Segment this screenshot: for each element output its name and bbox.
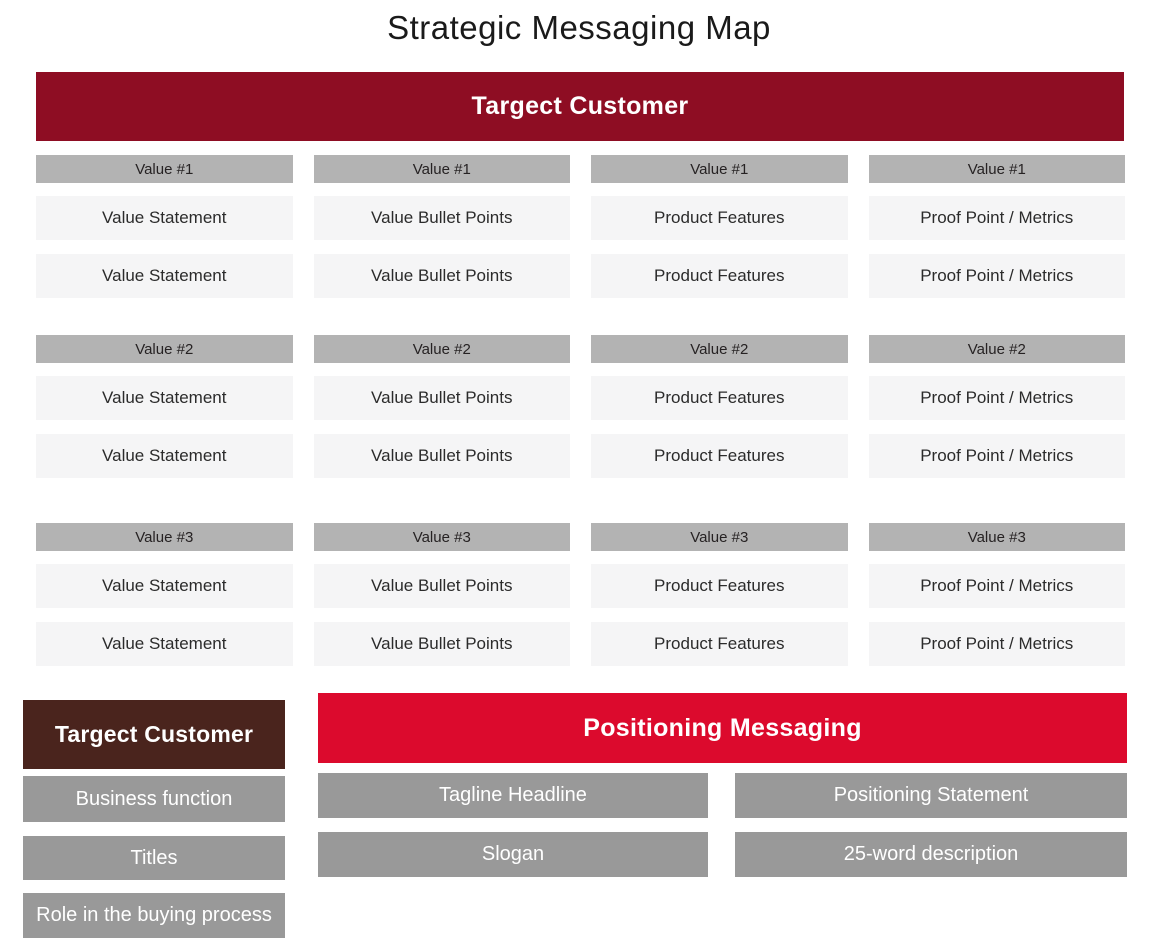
bottom-section: [0, 693, 1158, 938]
group-1-cell-row-2: [36, 254, 1125, 298]
slogan-box: Slogan: [318, 832, 708, 877]
value-bullet-points-cell: Value Bullet Points: [314, 622, 571, 666]
value-bullet-points-cell: Value Bullet Points: [314, 254, 571, 298]
product-features-cell: Product Features: [591, 434, 848, 478]
value-group-header: Value #1: [869, 155, 1126, 183]
value-group-header: Value #2: [591, 335, 848, 363]
value-group-header: Value #3: [314, 523, 571, 551]
value-group-header: Value #3: [36, 523, 293, 551]
value-statement-cell: Value Statement: [36, 434, 293, 478]
value-statement-cell: Value Statement: [36, 622, 293, 666]
value-statement-cell: Value Statement: [36, 254, 293, 298]
business-function-box: Business function: [23, 776, 285, 822]
group-2-cell-row-2: [36, 434, 1125, 478]
value-statement-cell: Value Statement: [36, 564, 293, 608]
value-group-2: [36, 335, 1125, 478]
value-bullet-points-cell: Value Bullet Points: [314, 434, 571, 478]
titles-box: Titles: [23, 836, 285, 880]
product-features-cell: Product Features: [591, 254, 848, 298]
value-bullet-points-cell: Value Bullet Points: [314, 564, 571, 608]
target-customer-banner: Targect Customer: [36, 72, 1124, 141]
positioning-statement-box: Positioning Statement: [735, 773, 1127, 818]
buying-process-role-box: Role in the buying process: [23, 893, 285, 938]
value-group-header: Value #3: [869, 523, 1126, 551]
proof-point-metrics-cell: Proof Point / Metrics: [869, 376, 1126, 420]
value-matrix: [36, 155, 1125, 666]
value-bullet-points-cell: Value Bullet Points: [314, 196, 571, 240]
value-group-3: [36, 523, 1125, 666]
product-features-cell: Product Features: [591, 564, 848, 608]
positioning-messaging-banner: Positioning Messaging: [318, 693, 1127, 763]
proof-point-metrics-cell: Proof Point / Metrics: [869, 564, 1126, 608]
target-customer-column: [23, 693, 285, 938]
group-1-header-row: [36, 155, 1125, 183]
tagline-headline-box: Tagline Headline: [318, 773, 708, 818]
value-group-header: Value #1: [314, 155, 571, 183]
product-features-cell: Product Features: [591, 196, 848, 240]
group-3-header-row: [36, 523, 1125, 551]
positioning-messaging-section: [318, 693, 1127, 938]
group-2-header-row: [36, 335, 1125, 363]
value-statement-cell: Value Statement: [36, 196, 293, 240]
product-features-cell: Product Features: [591, 622, 848, 666]
value-group-header: Value #1: [591, 155, 848, 183]
proof-point-metrics-cell: Proof Point / Metrics: [869, 254, 1126, 298]
value-group-header: Value #2: [869, 335, 1126, 363]
value-bullet-points-cell: Value Bullet Points: [314, 376, 571, 420]
group-2-cell-row-1: [36, 376, 1125, 420]
target-customer-header: Targect Customer: [23, 700, 285, 769]
value-group-header: Value #1: [36, 155, 293, 183]
proof-point-metrics-cell: Proof Point / Metrics: [869, 196, 1126, 240]
value-group-1: [36, 155, 1125, 298]
value-group-header: Value #3: [591, 523, 848, 551]
value-group-header: Value #2: [314, 335, 571, 363]
product-features-cell: Product Features: [591, 376, 848, 420]
page-title: Strategic Messaging Map: [387, 9, 771, 46]
group-3-cell-row-2: [36, 622, 1125, 666]
proof-point-metrics-cell: Proof Point / Metrics: [869, 622, 1126, 666]
group-1-cell-row-1: [36, 196, 1125, 240]
positioning-grid: [318, 773, 1127, 877]
word-description-box: 25-word description: [735, 832, 1127, 877]
proof-point-metrics-cell: Proof Point / Metrics: [869, 434, 1126, 478]
value-statement-cell: Value Statement: [36, 376, 293, 420]
value-group-header: Value #2: [36, 335, 293, 363]
group-3-cell-row-1: [36, 564, 1125, 608]
